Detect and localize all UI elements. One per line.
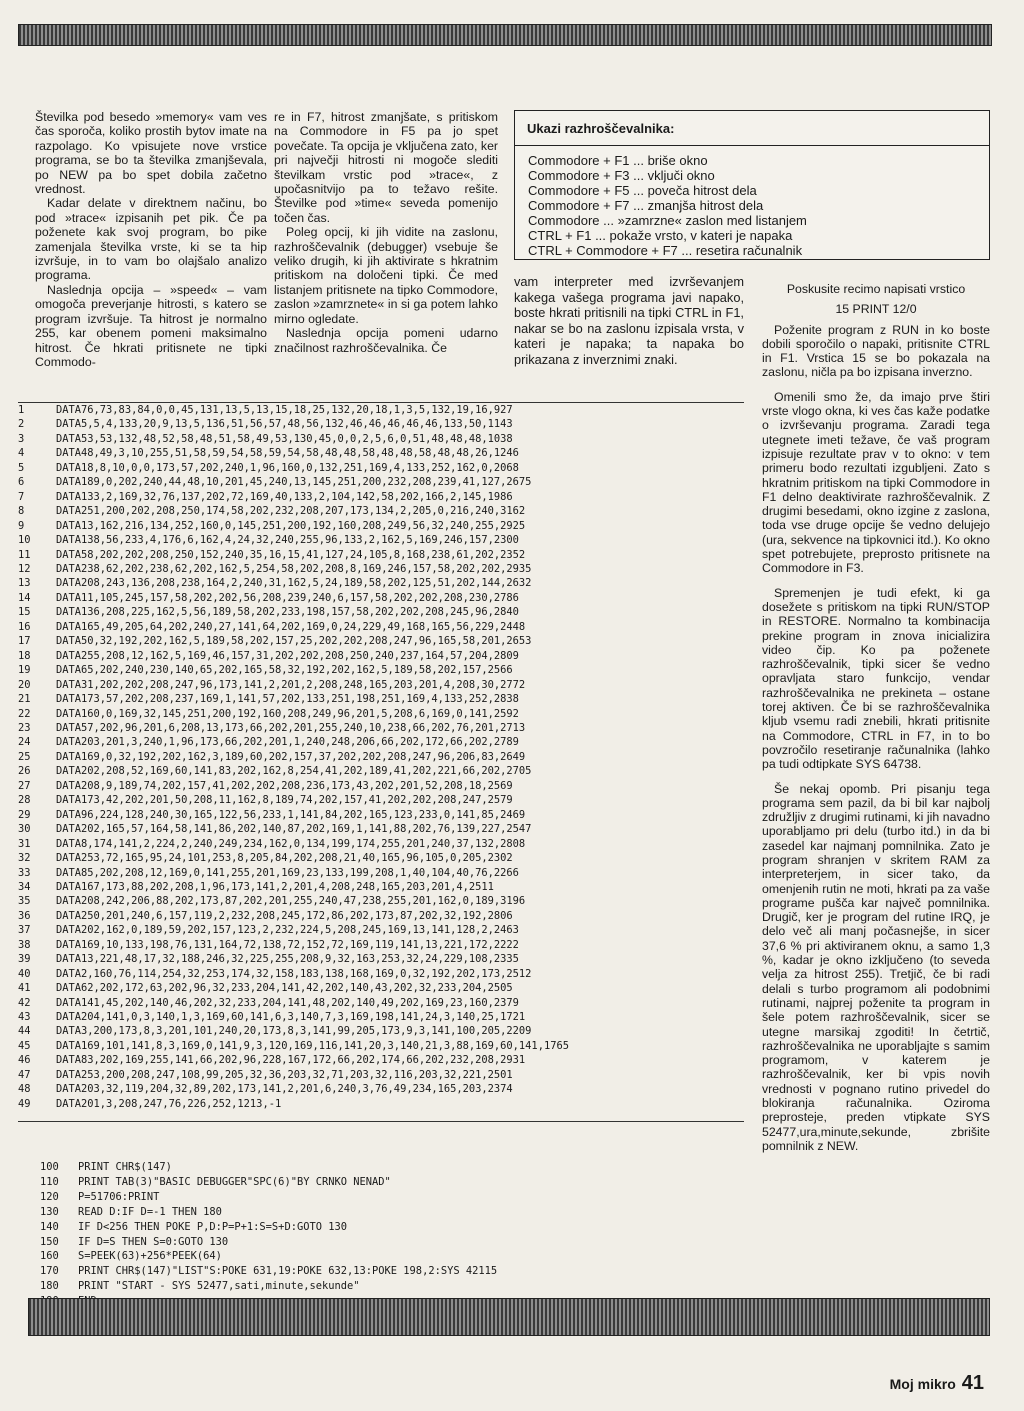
data-line-code: DATA57,202,96,201,6,208,13,173,66,202,201,255,240,10,238,66,202,76,201,2713 <box>56 721 526 734</box>
data-line-code: DATA96,224,128,240,30,165,122,56,233,1,141,84,202,165,123,233,0,141,85,2469 <box>56 808 526 821</box>
data-line <box>18 938 744 952</box>
data-line-code: DATA18,8,10,0,0,173,57,202,240,1,96,160,0,132,251,169,4,133,252,162,0,2068 <box>56 461 519 474</box>
data-line-number: 15 <box>18 606 31 619</box>
data-line-code: DATA251,200,202,208,250,174,58,202,232,208,207,173,134,2,205,0,216,240,3162 <box>56 505 526 518</box>
data-line <box>18 461 744 475</box>
basic-line <box>40 1190 750 1205</box>
data-line-code: DATA58,202,202,208,250,152,240,35,16,15,41,127,24,105,8,168,238,61,202,2352 <box>56 548 526 561</box>
data-line-number: 20 <box>18 678 31 691</box>
article-column-4 <box>762 282 990 1153</box>
data-line-code: DATA5,5,4,133,20,9,13,5,136,51,56,57,48,56,132,46,46,46,46,46,133,50,1143 <box>56 418 513 431</box>
data-line-number: 4 <box>18 447 25 460</box>
paragraph: Poleg opcij, ki jih vidite na zaslonu, razhroščevalnik (debugger) vsebuje še veliko drugih, ki jih aktivirate s hkratnim pritiskom na določeni tipki. Če med listanjem pritisnete na tipko Commodore, zaslon »zamrznete« in si ga potem lahko mirno ogledate. <box>274 225 498 326</box>
data-line-number: 39 <box>18 953 31 966</box>
header-band <box>18 24 992 46</box>
data-line <box>18 1010 744 1024</box>
paragraph: Omenili smo že, da imajo prve štiri vrste vlogo okna, ki ves čas kaže podatke o izvrševanju programa. Zaradi tega utegnete imeti težave, če vaš program izpisuje rezultate prav v to okno: v tem primeru bodo rezultati izgubljeni. Zato s hkratnim pritiskom na tipki Commodore in F1 delno deaktivirate razhroščevalnik. Z drugimi besedami, okno izgine z zaslona, toda vse druge opcije še vedno delujejo (ura, sekvence na tipkovnici itd.). Ko okno spet potrebujete, preprosto pritisnete na Commodore in F3. <box>762 389 990 576</box>
data-line-number: 13 <box>18 577 31 590</box>
data-line-number: 31 <box>18 837 31 850</box>
paragraph: Še nekaj opomb. Pri pisanju tega programa sem pazil, da bi bil kar najbolj združljiv z drugimi rutinami, ki jih navadno uporabljamo pri delu (turbo itd.) in da bi zasedel kar najmanj pomnilnika. Zato je program shranjen v skritem RAM za interpreterjem, in sicer tako, da omenjenih rutin ne moti, hkrati pa za vaše programe pušča kar največ pomnilnika. Drugič, ker je program del rutine IRQ, je delo več ali manj počasnejše, in sicer 37,6 % pri aktiviranem oknu, a samo 1,3 %, kadar je okno izključeno (to seveda velja za hitrost 255). Tretjič, če bi radi delali s turbo programom ali podobnimi rutinami, najprej poženite ta program in šele potem razhroščevalnik, sicer se utegne marsikaj zgoditi! In četrtič, razhroščevalnika ne uporabljajte s samim programom, v katerem je razhroščevalnik, ker bi vpis novih vrednosti v pognano rutino privedel do blokiranja računalnika. Oziroma preprosteje, preden vtipkate SYS 52477,ura,minute,sekunde, zbrišite pomnilnik z NEW. <box>762 781 990 1153</box>
data-line <box>18 504 744 518</box>
data-line <box>18 548 744 562</box>
data-line-number: 21 <box>18 693 31 706</box>
data-line-number: 23 <box>18 721 31 734</box>
data-line-code: DATA31,202,202,208,247,96,173,141,2,201,2,208,248,165,203,201,4,208,30,2772 <box>56 678 526 691</box>
page-footer <box>890 1372 984 1395</box>
basic-line-number: 160 <box>40 1250 59 1263</box>
basic-line-number: 120 <box>40 1190 59 1203</box>
data-line <box>18 967 744 981</box>
shortcut-item: Commodore + F5 ... poveča hitrost dela <box>528 183 757 198</box>
basic-line <box>40 1264 750 1279</box>
data-line-number: 22 <box>18 707 31 720</box>
data-line <box>18 735 744 749</box>
data-line-number: 16 <box>18 620 31 633</box>
data-line-code: DATA136,208,225,162,5,56,189,58,202,233,198,157,58,202,202,208,245,96,2840 <box>56 606 519 619</box>
shortcut-item: Commodore + F1 ... briše okno <box>528 153 708 168</box>
data-line-number: 43 <box>18 1011 31 1024</box>
data-line <box>18 1024 744 1038</box>
paragraph: Naslednja opcija pomeni udarno značilnost razhroščevalnika. Če <box>274 326 498 355</box>
data-line-code: DATA202,165,57,164,58,141,86,202,140,87,202,169,1,141,88,202,76,139,227,2547 <box>56 823 532 836</box>
shortcut-item: Commodore + F3 ... vključi okno <box>528 168 715 183</box>
data-line-code: DATA253,200,208,247,108,99,205,32,36,203,32,71,203,32,116,203,32,221,2501 <box>56 1068 513 1081</box>
data-line-number: 29 <box>18 808 31 821</box>
data-line-number: 41 <box>18 982 31 995</box>
data-line <box>18 707 744 721</box>
basic-line-number: 150 <box>40 1235 59 1248</box>
data-line-number: 14 <box>18 591 31 604</box>
basic-line <box>40 1249 750 1264</box>
data-line <box>18 721 744 735</box>
data-line-code: DATA13,162,216,134,252,160,0,145,251,200,192,160,208,249,56,32,240,255,2925 <box>56 519 526 532</box>
data-line-code: DATA208,9,189,74,202,157,41,202,202,208,236,173,43,202,201,52,208,18,2569 <box>56 779 513 792</box>
data-line-number: 36 <box>18 909 31 922</box>
basic-line-number: 130 <box>40 1205 59 1218</box>
shortcut-item: Commodore + F7 ... zmanjša hitrost dela <box>528 198 764 213</box>
data-line <box>18 591 744 605</box>
data-line-number: 3 <box>18 432 25 445</box>
shortcut-item: CTRL + Commodore + F7 ... resetira računalnik <box>528 243 803 258</box>
basic-line <box>40 1235 750 1250</box>
data-line-number: 25 <box>18 750 31 763</box>
data-line-code: DATA53,53,132,48,52,58,48,51,58,49,53,130,45,0,0,2,5,6,0,51,48,48,48,1038 <box>56 432 513 445</box>
data-line <box>18 909 744 923</box>
data-line <box>18 793 744 807</box>
data-line <box>18 620 744 634</box>
paragraph: Spremenjen je tudi efekt, ki ga dosežete s pritiskom na tipki RUN/STOP in RESTORE. Normalno ta kombinacija prekine program in znova inicializira video čip. Ko pa poženete razhroščevalnik, tipki sicer še vedno opravljata staro funkcijo, vendar razhroščevalnika ne prekineta – ostane torej aktiven. Če bi se razhroščevalnika kljub vsemu radi znebili, hkrati pritisnite na Commodore, CTRL in F7, in to bo povzročilo resetiranje računalnika (lahko pa tudi odtipkate SYS 64738. <box>762 585 990 772</box>
data-line-code: DATA62,202,172,63,202,96,32,233,204,141,42,202,140,43,202,32,233,204,2505 <box>56 982 513 995</box>
basic-line-code: PRINT TAB(3)"BASIC DEBUGGER"SPC(6)"BY CRNKO NENAD" <box>78 1175 391 1188</box>
data-line-number: 49 <box>18 1097 31 1110</box>
article-column-2 <box>274 110 498 355</box>
data-line-code: DATA169,0,32,192,202,162,3,189,60,202,157,37,202,202,208,247,96,206,83,2649 <box>56 750 526 763</box>
data-line-number: 30 <box>18 823 31 836</box>
data-line-number: 42 <box>18 996 31 1009</box>
data-line <box>18 952 744 966</box>
data-line-code: DATA160,0,169,32,145,251,200,192,160,208,249,96,201,5,208,6,169,0,141,2592 <box>56 707 519 720</box>
basic-line-code: IF D=S THEN S=0:GOTO 130 <box>78 1235 229 1248</box>
data-line-number: 9 <box>18 519 25 532</box>
data-line <box>18 996 744 1010</box>
data-line <box>18 663 744 677</box>
data-line-number: 19 <box>18 664 31 677</box>
data-line-code: DATA202,162,0,189,59,202,157,123,2,232,224,5,208,245,169,13,141,128,2,2463 <box>56 924 519 937</box>
data-line-code: DATA133,2,169,32,76,137,202,72,169,40,133,2,104,142,58,202,166,2,145,1986 <box>56 490 513 503</box>
data-line-number: 12 <box>18 562 31 575</box>
data-line <box>18 880 744 894</box>
data-line-code: DATA167,173,88,202,208,1,96,173,141,2,201,4,208,248,165,203,201,4,2511 <box>56 880 494 893</box>
data-line-code: DATA169,101,141,8,3,169,0,141,9,3,120,169,116,141,20,3,140,21,3,88,169,60,141,1765 <box>56 1039 569 1052</box>
data-line <box>18 432 744 446</box>
page-number: 41 <box>961 1372 984 1394</box>
data-line-code: DATA208,243,136,208,238,164,2,240,31,162,5,24,189,58,202,125,51,202,144,2632 <box>56 577 532 590</box>
data-line <box>18 519 744 533</box>
basic-line <box>40 1205 750 1220</box>
data-line-code: DATA48,49,3,10,255,51,58,59,54,58,59,54,58,48,48,58,48,48,58,48,48,26,1246 <box>56 447 519 460</box>
data-line-code: DATA165,49,205,64,202,240,27,141,64,202,169,0,24,229,49,168,165,56,229,2448 <box>56 620 526 633</box>
data-line-code: DATA13,221,48,17,32,188,246,32,225,255,208,9,32,163,253,32,24,229,108,2335 <box>56 953 519 966</box>
data-line-number: 8 <box>18 505 25 518</box>
data-line-code: DATA141,45,202,140,46,202,32,233,204,141,48,202,140,49,202,169,23,160,2379 <box>56 996 519 1009</box>
data-line <box>18 1082 744 1096</box>
data-line-code: DATA204,141,0,3,140,1,3,169,60,141,6,3,140,7,3,169,198,141,24,3,140,25,1721 <box>56 1011 526 1024</box>
data-line-code: DATA50,32,192,202,162,5,189,58,202,157,25,202,202,208,247,96,165,58,201,2653 <box>56 635 532 648</box>
basic-line-number: 170 <box>40 1265 59 1278</box>
article-column-1 <box>35 110 267 369</box>
data-line-code: DATA85,202,208,12,169,0,141,255,201,169,23,133,199,208,1,40,104,40,76,2266 <box>56 866 519 879</box>
data-line <box>18 894 744 908</box>
data-line-number: 11 <box>18 548 31 561</box>
basic-line-number: 100 <box>40 1161 59 1173</box>
data-line <box>18 837 744 851</box>
data-line-code: DATA173,42,202,201,50,208,11,162,8,189,74,202,157,41,202,202,208,247,2579 <box>56 794 513 807</box>
data-line-number: 27 <box>18 779 31 792</box>
basic-line-code: PRINT CHR$(147) <box>78 1161 172 1173</box>
shortcuts-divider <box>515 145 989 146</box>
basic-line <box>40 1279 750 1294</box>
data-line <box>18 1039 744 1053</box>
paragraph: Poženite program z RUN in ko boste dobili sporočilo o napaki, pritisnite CTRL in F1. Vrstica 15 se bo pokazala na zaslonu, ničla pa bo izpisana inverzno. <box>762 322 990 380</box>
basic-line-code: PRINT CHR$(147)"LIST"S:POKE 631,19:POKE 632,13:POKE 198,2:SYS 42115 <box>78 1265 498 1278</box>
paragraph: Kadar delate v direktnem načinu, bo pod »trace« izpisanih pet pik. Če pa poženete kak svoj program, bo pike zamenjala številka vrste, ki se ta hip izvršuje, in to vam bo olajšalo analizo programa. <box>35 196 267 283</box>
shortcut-item: CTRL + F1 ... pokaže vrsto, v kateri je napaka <box>528 228 793 243</box>
basic-line <box>40 1220 750 1235</box>
basic-line-code: IF D<256 THEN POKE P,D:P=P+1:S=S+D:GOTO 130 <box>78 1220 347 1233</box>
data-line-code: DATA138,56,233,4,176,6,162,4,24,32,240,255,96,133,2,162,5,169,246,157,2300 <box>56 534 519 547</box>
data-line <box>18 576 744 590</box>
data-line <box>18 981 744 995</box>
paragraph: vam interpreter med izvrševanjem kakega vašega programa javi napako, boste hkrati pritisnili na tipki CTRL in F1, nakar se bo na zaslonu izpisala vrsta, v kateri je napaka; ta napaka bo prikazana z inverznimi znaki. <box>514 274 744 367</box>
data-line <box>18 1097 744 1111</box>
data-line-number: 44 <box>18 1025 31 1038</box>
basic-line <box>40 1175 750 1190</box>
data-line <box>18 678 744 692</box>
shortcut-item: Commodore ... »zamrzne« zaslon med listanjem <box>528 213 807 228</box>
data-line-number: 1 <box>18 404 25 416</box>
data-line-code: DATA11,105,245,157,58,202,202,56,208,239,240,6,157,58,202,202,208,230,2786 <box>56 591 519 604</box>
data-line-code: DATA65,202,240,230,140,65,202,165,58,32,192,202,162,5,189,58,202,157,2566 <box>56 664 513 677</box>
data-line-number: 40 <box>18 967 31 980</box>
data-line-number: 10 <box>18 534 31 547</box>
data-line-number: 33 <box>18 866 31 879</box>
basic-line-code: PRINT "START - SYS 52477,sati,minute,sekunde" <box>78 1280 360 1293</box>
data-line <box>18 605 744 619</box>
data-line-code: DATA3,200,173,8,3,201,101,240,20,173,8,3,141,99,205,173,9,3,141,100,205,2209 <box>56 1025 532 1038</box>
data-line <box>18 1053 744 1067</box>
paragraph-intro: Poskusite recimo napisati vrstico <box>786 282 966 296</box>
data-line-number: 48 <box>18 1083 31 1096</box>
basic-line-number: 110 <box>40 1175 59 1188</box>
shortcuts-title: Ukazi razhroščevalnika: <box>527 121 675 136</box>
data-line-number: 45 <box>18 1039 31 1052</box>
data-line-number: 17 <box>18 635 31 648</box>
data-line-code: DATA173,57,202,208,237,169,1,141,57,202,133,251,198,251,169,4,133,252,2838 <box>56 693 519 706</box>
data-line-code: DATA238,62,202,238,62,202,162,5,254,58,202,208,8,169,246,157,58,202,202,2935 <box>56 562 532 575</box>
code-example: 15 PRINT 12/0 <box>835 302 917 317</box>
data-line <box>18 533 744 547</box>
data-line-code: DATA203,32,119,204,32,89,202,173,141,2,201,6,240,3,76,49,234,165,203,2374 <box>56 1083 513 1096</box>
data-listing <box>18 402 744 1122</box>
paragraph: Številka pod besedo »memory« vam ves čas sporoča, koliko prostih bytov imate na razpolago. Ko vpisujete nove vrstice programa, se bo ta številka zmanjševala, po NEW pa bo spet dobila začetno vrednost. <box>35 110 267 197</box>
data-line <box>18 634 744 648</box>
data-line-code: DATA2,160,76,114,254,32,253,174,32,158,183,138,168,169,0,32,192,202,173,2512 <box>56 967 532 980</box>
basic-listing <box>40 1160 750 1292</box>
basic-line-code: READ D:IF D=-1 THEN 180 <box>78 1205 222 1218</box>
data-line <box>18 779 744 793</box>
basic-line-number: 180 <box>40 1280 59 1293</box>
basic-line-code: P=51706:PRINT <box>78 1190 160 1203</box>
data-line-number: 37 <box>18 924 31 937</box>
data-line-number: 7 <box>18 490 25 503</box>
paragraph: Naslednja opcija – »speed« – vam omogoča preverjanje hitrosti, s katero se program izvršuje. Ta hitrost je normalno 255, kar obenem pomeni maksimalno hitrost. Če hkrati pritisnete ne tipki Commodo- <box>35 282 267 369</box>
data-line-code: DATA8,174,141,2,224,2,240,249,234,162,0,134,199,174,255,201,240,37,132,2808 <box>56 837 526 850</box>
data-line-code: DATA255,208,12,162,5,169,46,157,31,202,202,208,250,240,237,164,57,204,2809 <box>56 649 519 662</box>
data-line-code: DATA189,0,202,240,44,48,10,201,45,240,13,145,251,200,232,208,239,41,127,2675 <box>56 476 532 489</box>
data-line-number: 35 <box>18 895 31 908</box>
data-line <box>18 750 744 764</box>
data-line-number: 46 <box>18 1054 31 1067</box>
basic-line-code: S=PEEK(63)+256*PEEK(64) <box>78 1250 222 1263</box>
data-line <box>18 403 744 417</box>
data-line <box>18 923 744 937</box>
data-line <box>18 649 744 663</box>
data-line-code: DATA169,10,133,198,76,131,164,72,138,72,152,72,169,119,141,13,221,172,2222 <box>56 938 519 951</box>
magazine-name: Moj mikro <box>889 1376 956 1392</box>
data-line <box>18 446 744 460</box>
data-line-number: 24 <box>18 736 31 749</box>
data-line-number: 28 <box>18 794 31 807</box>
data-line-number: 26 <box>18 765 31 778</box>
data-line-number: 34 <box>18 880 31 893</box>
shortcuts-box <box>514 110 990 260</box>
paragraph: re in F7, hitrost zmanjšate, s pritiskom na Commodore in F5 pa jo spet povečate. Ta opcija je vključena zato, ker pri največji hitrosti ni mogoče slediti številkam vrstic pod »trace«, z upočasnitvijo pa to težavo rešite. Številke pod »time« seveda pomenijo točen čas. <box>274 110 498 225</box>
data-line <box>18 851 744 865</box>
data-line <box>18 475 744 489</box>
data-line-number: 32 <box>18 852 31 865</box>
data-line <box>18 417 744 431</box>
data-line <box>18 822 744 836</box>
data-line <box>18 866 744 880</box>
data-line <box>18 1068 744 1082</box>
shortcuts-list <box>515 143 989 258</box>
data-line <box>18 692 744 706</box>
data-line-code: DATA203,201,3,240,1,96,173,66,202,201,1,240,248,206,66,202,172,66,202,2789 <box>56 736 519 749</box>
data-line-number: 38 <box>18 938 31 951</box>
basic-line-number: 140 <box>40 1220 59 1233</box>
data-line-number: 47 <box>18 1068 31 1081</box>
data-line-number: 18 <box>18 649 31 662</box>
data-line <box>18 490 744 504</box>
data-line-number: 5 <box>18 461 25 474</box>
data-line-code: DATA208,242,206,88,202,173,87,202,201,255,240,47,238,255,201,162,0,189,3196 <box>56 895 526 908</box>
data-line-code: DATA250,201,240,6,157,119,2,232,208,245,172,86,202,173,87,202,32,192,2806 <box>56 909 513 922</box>
data-line-code: DATA83,202,169,255,141,66,202,96,228,167,172,66,202,174,66,202,232,208,2931 <box>56 1054 526 1067</box>
footer-band <box>28 1298 990 1336</box>
data-line-code: DATA76,73,83,84,0,0,45,131,13,5,13,15,18,25,132,20,18,1,3,5,132,19,16,927 <box>56 404 513 416</box>
data-line-code: DATA202,208,52,169,60,141,83,202,162,8,254,41,202,189,41,202,221,66,202,2705 <box>56 765 532 778</box>
data-line-number: 2 <box>18 418 25 431</box>
data-line-code: DATA201,3,208,247,76,226,252,1213,-1 <box>56 1097 282 1110</box>
data-line <box>18 562 744 576</box>
article-column-3 <box>514 274 744 368</box>
basic-line <box>40 1160 750 1175</box>
data-line <box>18 764 744 778</box>
data-line-code: DATA253,72,165,95,24,101,253,8,205,84,202,208,21,40,165,96,105,0,205,2302 <box>56 852 513 865</box>
data-line-number: 6 <box>18 476 25 489</box>
data-line <box>18 808 744 822</box>
